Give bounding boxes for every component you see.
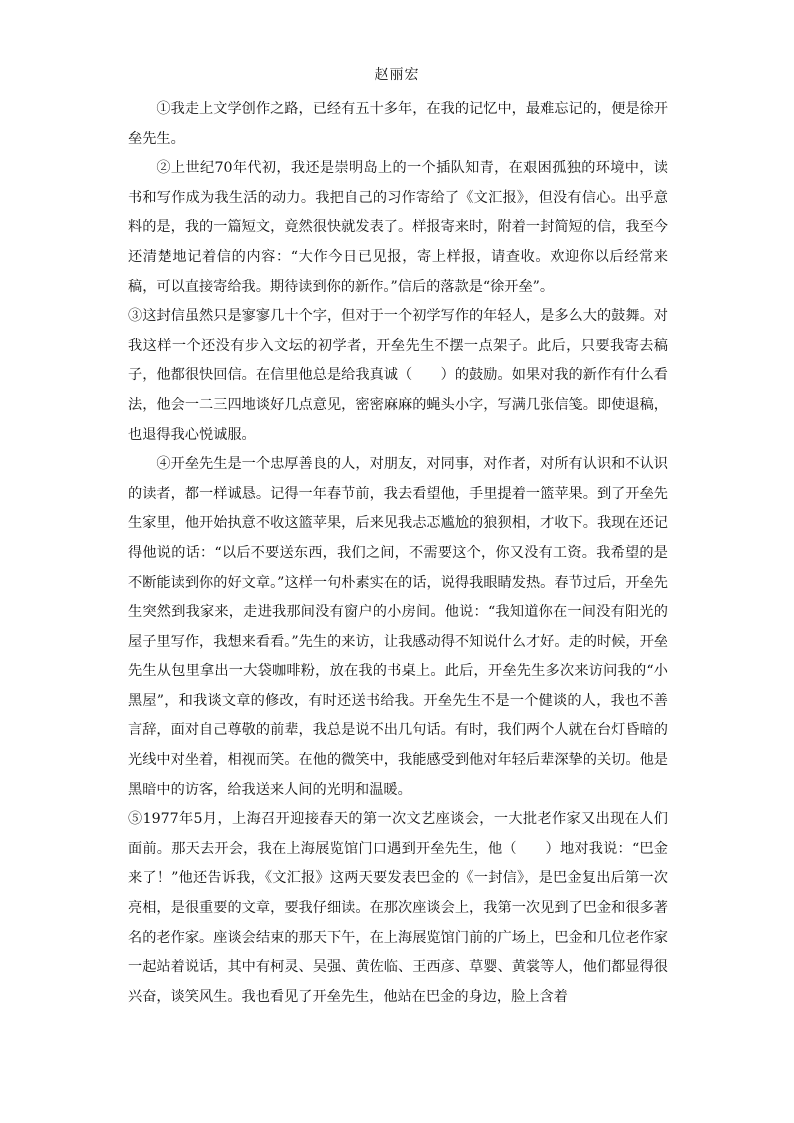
paragraph-3: ③这封信虽然只是寥寥几十个字，但对于一个初学写作的年轻人，是多么大的鼓舞。对我这样一个还没有步入文坛的初学者，开垒先生不摆一点架子。此后，只要我寄去稿子，他都很快回信。在信里他总是给我真诚（ ）的鼓励。如果对我的新作有什么看法，他会一二三四地谈好几点意见，密密麻麻的蝇头小字，写满几张信笺。即使退稿，也退得我心悦诚服。 <box>128 308 668 443</box>
article-body <box>128 95 668 1012</box>
paragraph-5: ⑤1977年5月，上海召开迎接春天的第一次文艺座谈会，一大批老作家又出现在人们面前。那天去开会，我在上海展览馆门口遇到开垒先生，他（ ）地对我说：“巴金来了！”他还告诉我，《文汇报》这两天要发表巴金的《一封信》，是巴金复出后第一次亮相，是很重要的文章，要我仔细读。在那次座谈会上，我第一次见到了巴金和很多著名的老作家。座谈会结束的那天下午，在上海展览馆门前的广场上，巴金和几位老作家一起站着说话，其中有柯灵、吴强、黄佐临、王西彦、草婴、黄裳等人，他们都显得很兴奋，谈笑风生。我也看见了开垒先生，他站在巴金的身边，脸上含着 <box>128 811 668 1005</box>
paragraph-4: ④开垒先生是一个忠厚善良的人，对朋友，对同事，对作者，对所有认识和不认识的读者，都一样诚恳。记得一年春节前，我去看望他，手里提着一篮苹果。到了开垒先生家里，他开始执意不收这篮苹果，后来见我忐忑尴尬的狼狈相，才收下。我现在还记得他说的话：“以后不要送东西，我们之间，不需要这个，你又没有工资。我希望的是不断能读到你的好文章。”这样一句朴素实在的话，说得我眼睛发热。春节过后，开垒先生突然到我家来，走进我那间没有窗户的小房间。他说：“我知道你在一间没有阳光的屋子里写作，我想来看看。”先生的来访，让我感动得不知说什么才好。走的时候，开垒先生从包里拿出一大袋咖啡粉，放在我的书桌上。此后，开垒先生多次来访问我的“小黑屋”，和我谈文章的修改，有时还送书给我。开垒先生不是一个健谈的人，我也不善言辞，面对自己尊敬的前辈，我总是说不出几句话。有时，我们两个人就在台灯昏暗的光线中对坐着，相视而笑。在他的微笑中，我能感受到他对年轻后辈深挚的关切。他是黑暗中的访客，给我送来人间的光明和温暖。 <box>128 456 668 798</box>
author-name: 赵丽宏 <box>374 67 420 83</box>
paragraph-1: ①我走上文学创作之路，已经有五十多年，在我的记忆中，最难忘记的，便是徐开垒先生。 <box>128 101 668 147</box>
paragraph-2: ②上世纪70年代初，我还是崇明岛上的一个插队知青，在艰困孤独的环境中，读书和写作成为我生活的动力。我把自己的习作寄给了《文汇报》，但没有信心。出乎意料的是，我的一篇短文，竟然很快就发表了。样报寄来时，附着一封简短的信，我至今还清楚地记着信的内容：“大作今日已见报，寄上样报，请查收。欢迎你以后经常来稿，可以直接寄给我。期待读到你的新作。”信后的落款是“徐开垒”。 <box>128 160 668 295</box>
